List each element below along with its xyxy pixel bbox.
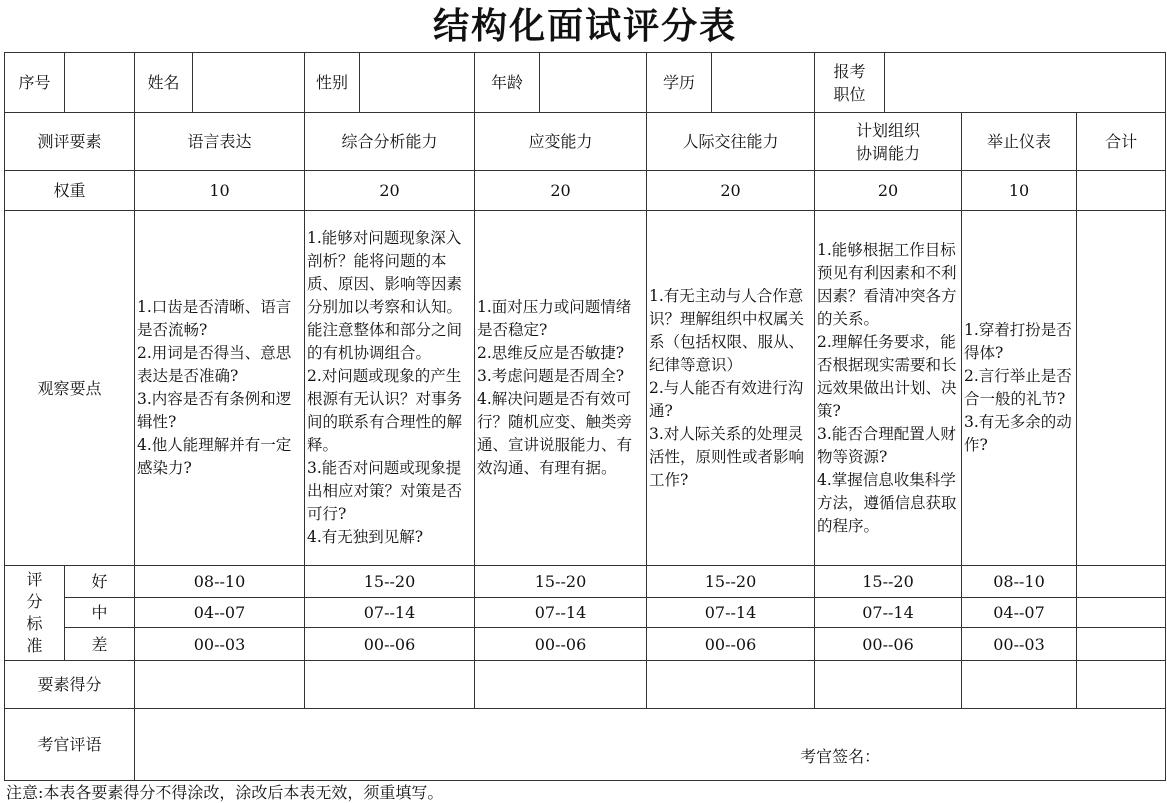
page-title: 结构化面试评分表 — [5, 0, 1166, 53]
name-field[interactable] — [193, 53, 305, 113]
info-row — [5, 53, 1166, 113]
bad-range: 00--06 — [647, 628, 815, 661]
bad-range: 00--06 — [305, 628, 475, 661]
score-mid-row — [5, 598, 1166, 628]
mid-range: 04--07 — [135, 598, 305, 628]
empty-cell — [1077, 598, 1166, 628]
criterion-name: 计划组织 协调能力 — [815, 113, 962, 171]
seq-label: 序号 — [5, 53, 65, 113]
mid-range: 07--14 — [647, 598, 815, 628]
mid-range: 07--14 — [815, 598, 962, 628]
mid-range: 07--14 — [475, 598, 647, 628]
criterion-name: 人际交往能力 — [647, 113, 815, 171]
age-label: 年龄 — [475, 53, 540, 113]
education-label: 学历 — [647, 53, 712, 113]
score-field[interactable] — [475, 661, 647, 709]
observation-points: 1.口齿是否清晰、语言是否流畅? 2.用词是否得当、意思表达是否准确? 3.内容是否有条例和逻辑性? 4.他人能理解并有一定感染力? — [135, 211, 305, 566]
empty-cell — [1077, 628, 1166, 661]
score-field[interactable] — [135, 661, 305, 709]
scoring-label: 评 分 标 准 — [5, 566, 65, 661]
comment-label: 考官评语 — [5, 709, 135, 781]
observe-label: 观察要点 — [5, 211, 135, 566]
element-score-row — [5, 661, 1166, 709]
observation-points: 1.能够根据工作目标预见有利因素和不利因素？看清冲突各方的关系。 2.理解任务要求，能否根据现实需要和长远效果做出计划、决策? 3.能否合理配置人财物等资源? 4.掌握信息收集科学方法，遵循信息获取的程序。 — [815, 211, 962, 566]
mid-range: 04--07 — [962, 598, 1077, 628]
good-range: 08--10 — [962, 566, 1077, 598]
seq-field[interactable] — [65, 53, 135, 113]
total-score-field[interactable] — [1077, 661, 1166, 709]
bad-label: 差 — [65, 628, 135, 661]
weight-value: 20 — [475, 171, 647, 211]
position-label: 报考 职位 — [815, 53, 885, 113]
score-field[interactable] — [647, 661, 815, 709]
comment-field[interactable] — [135, 709, 1166, 781]
bad-range: 00--06 — [475, 628, 647, 661]
score-field[interactable] — [815, 661, 962, 709]
score-sheet — [4, 0, 1166, 781]
empty-cell — [1077, 566, 1166, 598]
gender-label: 性别 — [305, 53, 360, 113]
score-good-row — [5, 566, 1166, 598]
good-range: 15--20 — [475, 566, 647, 598]
good-range: 08--10 — [135, 566, 305, 598]
total-label: 合计 — [1077, 113, 1166, 171]
good-range: 15--20 — [647, 566, 815, 598]
weight-value: 20 — [815, 171, 962, 211]
criterion-name: 综合分析能力 — [305, 113, 475, 171]
good-label: 好 — [65, 566, 135, 598]
element-score-label: 要素得分 — [5, 661, 135, 709]
gender-field[interactable] — [360, 53, 475, 113]
criterion-name: 举止仪表 — [962, 113, 1077, 171]
mid-range: 07--14 — [305, 598, 475, 628]
good-range: 15--20 — [815, 566, 962, 598]
age-field[interactable] — [540, 53, 647, 113]
comment-row — [5, 709, 1166, 781]
bad-range: 00--03 — [962, 628, 1077, 661]
bad-range: 00--03 — [135, 628, 305, 661]
criterion-name: 应变能力 — [475, 113, 647, 171]
observation-points: 1.面对压力或问题情绪是否稳定? 2.思维反应是否敏捷? 3.考虑问题是否周全? 4.解决问题是否有效可行？随机应变、触类旁通、宣讲说服能力、有效沟通、有理有据。 — [475, 211, 647, 566]
name-label: 姓名 — [135, 53, 193, 113]
weight-label: 权重 — [5, 171, 135, 211]
weight-value: 20 — [647, 171, 815, 211]
observation-total-cell — [1077, 211, 1166, 566]
observation-points: 1.能够对问题现象深入剖析？能将问题的本质、原因、影响等因素分别加以考察和认知。能注意整体和部分之间的有机协调组合。 2.对问题或现象的产生根源有无认识？对事务间的联系有合理性的解释。 3.能否对问题或现象提出相应对策？对策是否可行? 4.有无独到见解? — [305, 211, 475, 566]
observation-row — [5, 211, 1166, 566]
observation-points: 1.有无主动与人合作意识？理解组织中权属关系（包括权限、服从、纪律等意识） 2.与人能否有效进行沟通? 3.对人际关系的处理灵活性，原则性或者影响工作? — [647, 211, 815, 566]
signature-label: 考官签名： — [800, 747, 881, 766]
score-field[interactable] — [305, 661, 475, 709]
weight-value: 10 — [135, 171, 305, 211]
criterion-name: 语言表达 — [135, 113, 305, 171]
good-range: 15--20 — [305, 566, 475, 598]
weight-value: 20 — [305, 171, 475, 211]
education-field[interactable] — [712, 53, 815, 113]
score-field[interactable] — [962, 661, 1077, 709]
bad-range: 00--06 — [815, 628, 962, 661]
weight-row — [5, 171, 1166, 211]
mid-label: 中 — [65, 598, 135, 628]
criteria-label: 测评要素 — [5, 113, 135, 171]
criteria-header-row — [5, 113, 1166, 171]
weight-total-cell[interactable] — [1077, 171, 1166, 211]
position-field[interactable] — [885, 53, 1166, 113]
footer-note: 注意:本表各要素得分不得涂改，涂改后本表无效，须重填写。 — [6, 783, 444, 802]
score-bad-row — [5, 628, 1166, 661]
observation-points: 1.穿着打扮是否得体? 2.言行举止是否合一般的礼节? 3.有无多余的动作? — [962, 211, 1077, 566]
weight-value: 10 — [962, 171, 1077, 211]
